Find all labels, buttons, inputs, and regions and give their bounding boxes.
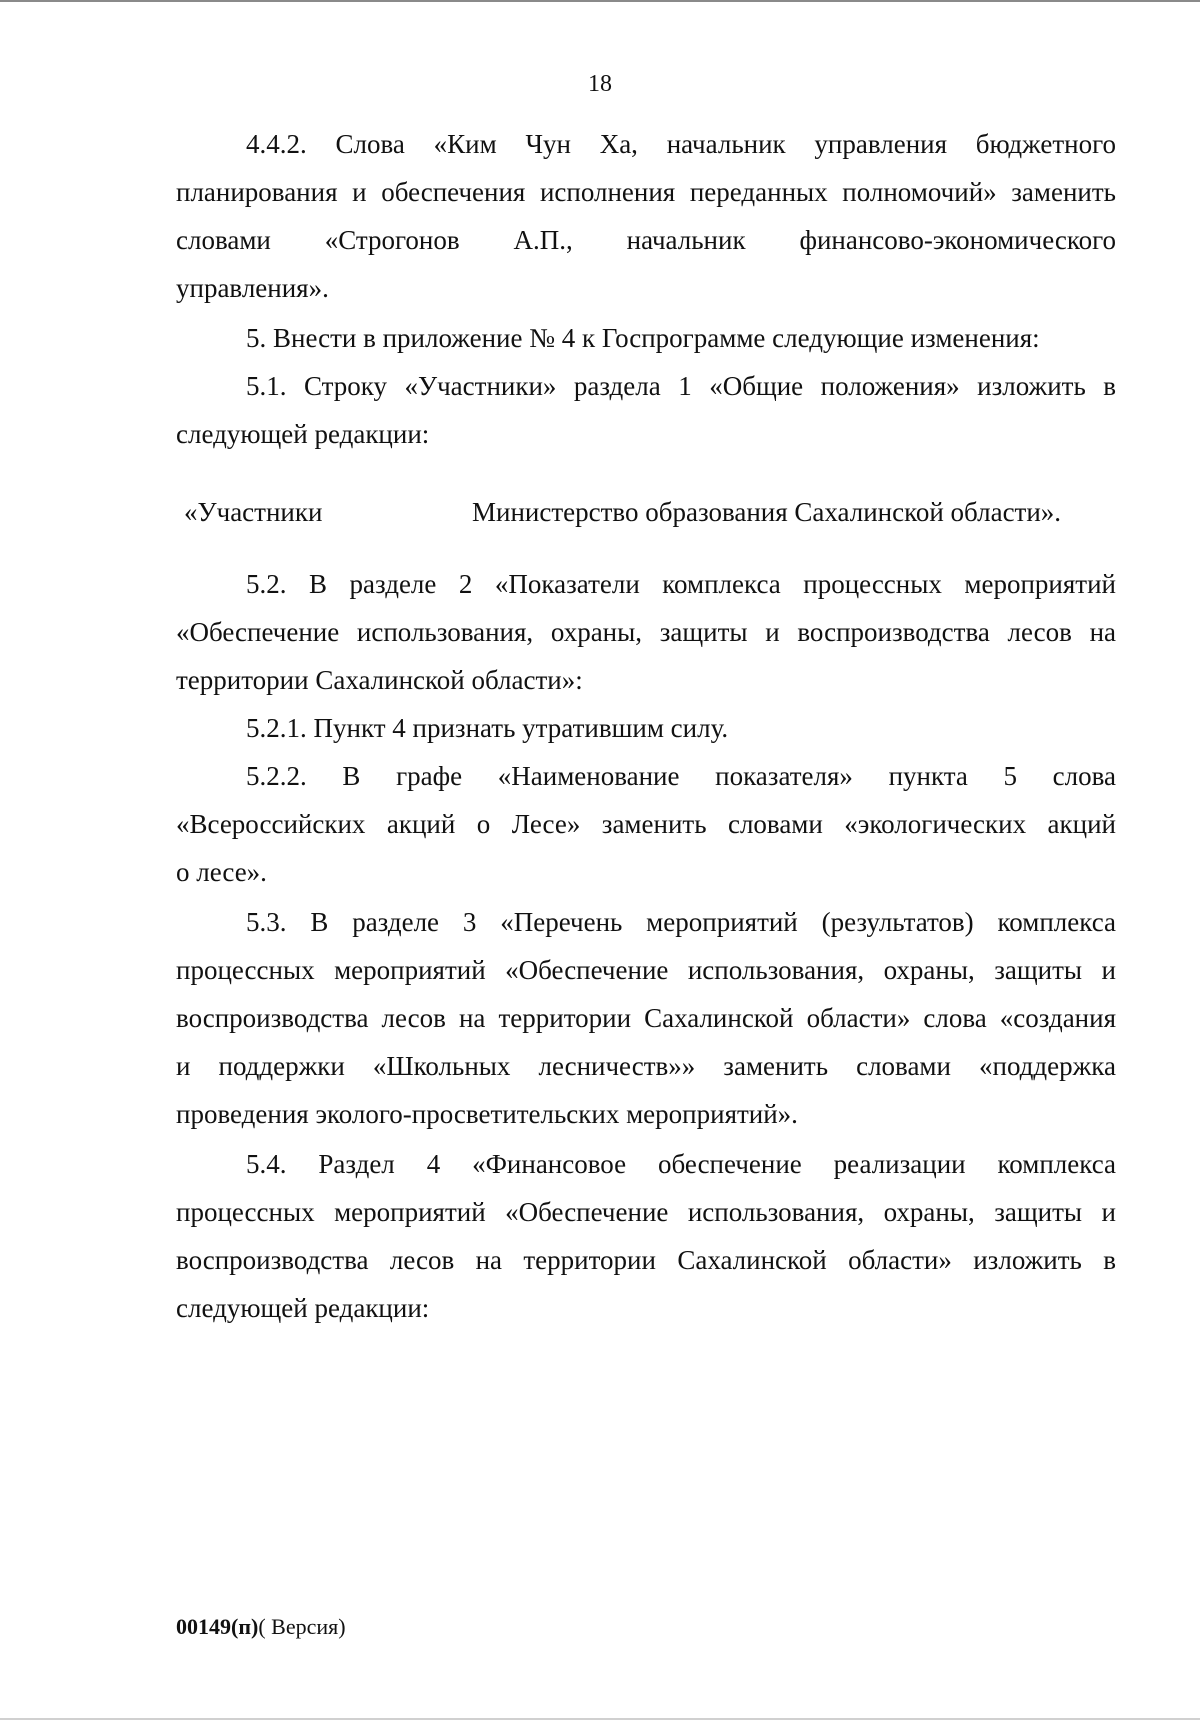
paragraph-4-4-2-line-1: 4.4.2. Слова «Ким Чун Ха, начальник управления бюджетного: [246, 129, 1116, 159]
paragraph-5-2-line-3: территории Сахалинской области»:: [176, 665, 583, 695]
paragraph-4-4-2-line-4: управления».: [176, 273, 329, 303]
paragraph-5-4-line-4: следующей редакции:: [176, 1293, 430, 1323]
paragraph-5-1-line-1: 5.1. Строку «Участники» раздела 1 «Общие положения» изложить в: [246, 371, 1116, 401]
document-code: 00149(п): [176, 1614, 259, 1639]
paragraph-5-3-line-2: процессных мероприятий «Обеспечение использования, охраны, защиты и: [176, 955, 1116, 985]
page-number: 18: [588, 71, 612, 97]
document-body: [176, 120, 1116, 1332]
paragraph-5-2-2-line-3: о лесе».: [176, 857, 267, 887]
paragraph-5-2-2-line-2: «Всероссийских акций о Лесе» заменить словами «экологических акций: [176, 809, 1116, 839]
paragraph-5: 5. Внести в приложение № 4 к Госпрограмме следующие изменения:: [246, 323, 1040, 353]
paragraph-5-2-line-1: 5.2. В разделе 2 «Показатели комплекса процессных мероприятий: [246, 569, 1116, 599]
top-edge-rule: [0, 0, 1200, 2]
document-footer: [176, 1612, 346, 1642]
paragraph-5-2-2-line-1: 5.2.2. В графе «Наименование показателя» пункта 5 слова: [246, 761, 1116, 791]
document-version: ( Версия): [258, 1614, 346, 1639]
paragraph-5-3-line-1: 5.3. В разделе 3 «Перечень мероприятий (результатов) комплекса: [246, 907, 1116, 937]
paragraph-5-3-line-4: и поддержки «Школьных лесничеств»» заменить словами «поддержка: [176, 1051, 1116, 1081]
paragraph-4-4-2-line-2: планирования и обеспечения исполнения переданных полномочий» заменить: [176, 177, 1116, 207]
paragraph-5-4-line-1: 5.4. Раздел 4 «Финансовое обеспечение реализации комплекса: [246, 1149, 1116, 1179]
participants-row-key: «Участники: [184, 497, 323, 527]
paragraph-5-4-line-3: воспроизводства лесов на территории Сахалинской области» изложить в: [176, 1245, 1116, 1275]
paragraph-5-3-line-3: воспроизводства лесов на территории Сахалинской области» слова «создания: [176, 1003, 1116, 1033]
paragraph-5-1-line-2: следующей редакции:: [176, 419, 430, 449]
paragraph-5-3-line-5: проведения эколого-просветительских мероприятий».: [176, 1099, 798, 1129]
paragraph-4-4-2-line-3: словами «Строгонов А.П., начальник финансово-экономического: [176, 225, 1116, 255]
participants-row: [176, 488, 1116, 536]
paragraph-5-4-line-2: процессных мероприятий «Обеспечение использования, охраны, защиты и: [176, 1197, 1116, 1227]
paragraph-5-2-1: 5.2.1. Пункт 4 признать утратившим силу.: [246, 713, 729, 743]
paragraph-5-2-line-2: «Обеспечение использования, охраны, защиты и воспроизводства лесов на: [176, 617, 1116, 647]
participants-row-value: Министерство образования Сахалинской области».: [472, 497, 1062, 527]
